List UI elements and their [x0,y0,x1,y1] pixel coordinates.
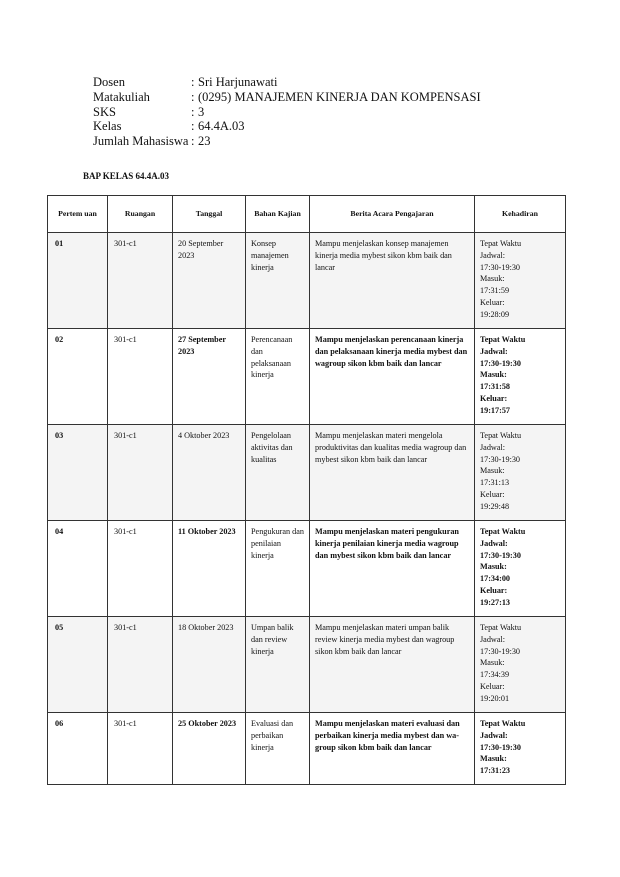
kehadiran-masuk-value: 17:31:23 [480,766,511,776]
cell-berita-acara: Mampu menjelaskan materi evaluasi dan perbaikan kinerja media mybest dan wa-group sikon kbm baik dan lancar [310,713,475,785]
cell-pertemuan: 05 [48,617,108,713]
kehadiran-masuk-value: 17:31:58 [480,382,511,392]
kehadiran-jadwal-value: 17:30-19:30 [480,262,521,272]
kehadiran-jadwal-value: 17:30-19:30 [480,550,521,560]
cell-pertemuan: 03 [48,425,108,521]
cell-kehadiran [475,713,566,785]
kehadiran-keluar-value: 19:28:09 [480,309,510,319]
kehadiran-jadwal-value: 17:30-19:30 [480,358,521,368]
info-dosen [93,75,481,90]
header-bahan-kajian: Bahan Kajian [246,196,310,233]
kehadiran-masuk-label: Masuk: [480,562,507,572]
table-row [48,425,566,521]
kehadiran-masuk-value: 17:31:13 [480,478,510,488]
table-row [48,713,566,785]
table-row [48,521,566,617]
separator: : [191,75,195,89]
header-berita-acara: Berita Acara Pengajaran [310,196,475,233]
kehadiran-keluar-label: Keluar: [480,489,505,499]
cell-ruangan: 301-c1 [108,521,173,617]
separator: : [191,104,195,119]
cell-bahan-kajian: Evaluasi dan perbaikan kinerja [246,713,310,785]
header-kehadiran: Kehadiran [475,196,566,233]
cell-kehadiran [475,521,566,617]
cell-pertemuan: 06 [48,713,108,785]
kehadiran-masuk-label: Masuk: [480,658,505,668]
kehadiran-masuk-label: Masuk: [480,274,505,284]
matakuliah-label: Matakuliah [93,89,150,104]
cell-tanggal: 11 Oktober 2023 [173,521,246,617]
separator: : [191,119,195,134]
kehadiran-jadwal-label: Jadwal: [480,538,508,548]
cell-kehadiran [475,617,566,713]
cell-ruangan: 301-c1 [108,233,173,329]
cell-kehadiran [475,233,566,329]
kehadiran-status: Tepat Waktu [480,239,522,248]
kelas-label: Kelas [93,119,122,134]
kehadiran-jadwal-value: 17:30-19:30 [480,742,521,752]
cell-ruangan: 301-c1 [108,329,173,425]
cell-berita-acara: Mampu menjelaskan materi mengelola produktivitas dan kualitas media wagroup dan mybest sikon kbm baik dan lancar [310,425,475,521]
table-row [48,329,566,425]
kehadiran-jadwal-label: Jadwal: [480,730,508,740]
dosen-value: Sri Harjunawati [198,75,278,89]
kehadiran-keluar-value: 19:29:48 [480,501,510,511]
cell-pertemuan: 02 [48,329,108,425]
cell-ruangan: 301-c1 [108,617,173,713]
header-tanggal: Tanggal [173,196,246,233]
cell-berita-acara: Mampu menjelaskan konsep manajemen kinerja media mybest sikon kbm baik dan lancar [310,233,475,329]
cell-tanggal: 20 September 2023 [173,233,246,329]
cell-tanggal: 27 September 2023 [173,329,246,425]
table-row [48,617,566,713]
cell-bahan-kajian: Umpan balik dan review kinerja [246,617,310,713]
bap-title: BAP KELAS 64.4A.03 [83,171,170,181]
cell-kehadiran [475,425,566,521]
cell-tanggal: 25 Oktober 2023 [173,713,246,785]
kehadiran-keluar-label: Keluar: [480,393,508,403]
cell-bahan-kajian: Pengukuran dan penilaian kinerja [246,521,310,617]
kehadiran-jadwal-value: 17:30-19:30 [480,454,521,464]
table-row [48,233,566,329]
matakuliah-value: (0295) MANAJEMEN KINERJA DAN KOMPENSASI [198,89,481,104]
kehadiran-keluar-label: Keluar: [480,681,505,691]
separator: : [191,89,195,104]
kehadiran-masuk-label: Masuk: [480,370,507,380]
kehadiran-status: Tepat Waktu [480,335,526,344]
cell-berita-acara: Mampu menjelaskan materi umpan balik review kinerja media mybest dan wagroup sikon kbm baik dan lancar [310,617,475,713]
course-info [93,75,481,149]
info-sks [93,105,481,120]
cell-tanggal: 18 Oktober 2023 [173,617,246,713]
cell-bahan-kajian: Perencanaan dan pelaksanaan kinerja [246,329,310,425]
kehadiran-keluar-value: 19:20:01 [480,693,510,703]
header-ruangan: Ruangan [108,196,173,233]
kehadiran-keluar-label: Keluar: [480,297,505,307]
kehadiran-status: Tepat Waktu [480,527,526,536]
cell-ruangan: 301-c1 [108,713,173,785]
kehadiran-keluar-value: 19:27:13 [480,597,511,607]
header-pertemuan: Pertem uan [48,196,108,233]
cell-bahan-kajian: Konsep manajemen kinerja [246,233,310,329]
kelas-value: 64.4A.03 [198,119,245,134]
kehadiran-masuk-label: Masuk: [480,466,505,476]
kehadiran-status: Tepat Waktu [480,431,522,440]
dosen-label: Dosen [93,75,125,89]
kehadiran-status: Tepat Waktu [480,623,522,632]
kehadiran-keluar-label: Keluar: [480,585,508,595]
info-jumlah [93,134,481,149]
kehadiran-jadwal-label: Jadwal: [480,442,506,452]
kehadiran-status: Tepat Waktu [480,719,526,728]
info-matakuliah [93,90,481,105]
jumlah-label: Jumlah Mahasiswa [93,134,189,149]
sks-label: SKS [93,104,116,119]
cell-ruangan: 301-c1 [108,425,173,521]
kehadiran-masuk-label: Masuk: [480,754,507,764]
kehadiran-masuk-value: 17:34:39 [480,670,510,680]
bap-table [47,195,566,785]
cell-berita-acara: Mampu menjelaskan materi pengukuran kinerja penilaian kinerja media wagroup dan mybest sikon kbm baik dan lancar [310,521,475,617]
kehadiran-jadwal-label: Jadwal: [480,250,506,260]
cell-pertemuan: 04 [48,521,108,617]
kehadiran-keluar-value: 19:17:57 [480,405,511,415]
cell-pertemuan: 01 [48,233,108,329]
kehadiran-masuk-value: 17:31:59 [480,286,510,296]
cell-kehadiran [475,329,566,425]
kehadiran-jadwal-label: Jadwal: [480,346,508,356]
kehadiran-jadwal-label: Jadwal: [480,634,506,644]
kehadiran-masuk-value: 17:34:00 [480,574,511,584]
table-header-row [48,196,566,233]
separator: : [191,134,195,149]
cell-berita-acara: Mampu menjelaskan perencanaan kinerja dan pelaksanaan kinerja media mybest dan wagroup sikon kbm baik dan lancar [310,329,475,425]
cell-tanggal: 4 Oktober 2023 [173,425,246,521]
cell-bahan-kajian: Pengelolaan aktivitas dan kualitas [246,425,310,521]
sks-value: 3 [198,104,205,119]
kehadiran-jadwal-value: 17:30-19:30 [480,646,521,656]
jumlah-value: 23 [198,134,211,149]
info-kelas [93,119,481,134]
